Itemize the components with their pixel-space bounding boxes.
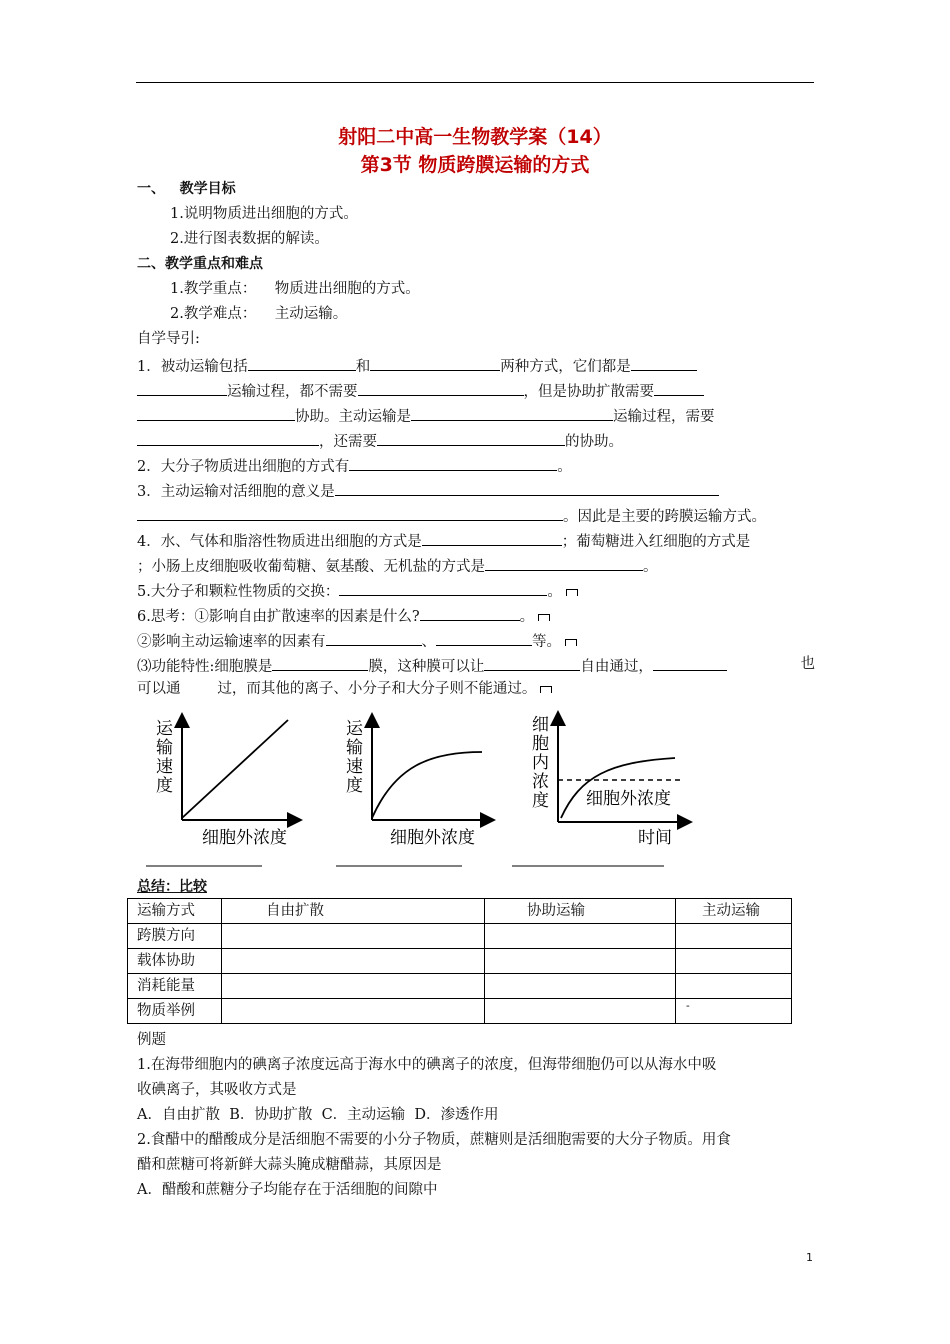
- curve-label: 细胞外浓度: [586, 789, 671, 809]
- y-label-char: 度: [156, 776, 173, 796]
- q7-text: 自由通过，: [580, 659, 653, 675]
- blank[interactable]: [137, 429, 319, 446]
- top-rule: [136, 82, 814, 83]
- y-label-char: 输: [156, 738, 173, 758]
- y-label-char: 胞: [532, 734, 549, 754]
- q2-text: 2．大分子物质进出细胞的方式有: [137, 459, 350, 475]
- blank[interactable]: [358, 379, 524, 396]
- question-4-line2: [137, 554, 658, 577]
- blank[interactable]: [137, 504, 563, 521]
- q2-text: 。: [557, 459, 572, 475]
- row-label: 物质举例: [128, 999, 222, 1024]
- example-1-options: A．自由扩散 B．协助扩散 C．主动运输 D．渗透作用: [137, 1107, 499, 1123]
- section1-num: 一、: [137, 181, 165, 197]
- q6b-text: 等。: [532, 634, 561, 650]
- lesson-title: 第3节 物质跨膜运输的方式: [360, 154, 590, 176]
- blank[interactable]: [631, 354, 697, 371]
- q4-text: 。: [643, 559, 658, 575]
- blank[interactable]: [272, 654, 368, 671]
- row-label: 跨膜方向: [128, 924, 222, 949]
- q7-text: 也: [800, 656, 815, 672]
- table-header-row: [128, 899, 792, 924]
- table-row: [128, 974, 792, 999]
- saturation-curve: [372, 752, 482, 818]
- q5-text: 5.大分子和颗粒性物质的交换：: [137, 584, 340, 600]
- table-cell[interactable]: [222, 949, 485, 974]
- row-label: 载体协助: [128, 949, 222, 974]
- y-label-char: 速: [346, 757, 363, 777]
- edit-mark: [565, 639, 577, 646]
- blank[interactable]: [335, 479, 719, 496]
- objective-item: 1.说明物质进出细胞的方式。: [170, 206, 358, 222]
- table-cell[interactable]: [222, 999, 485, 1024]
- table-row: [128, 949, 792, 974]
- q1-text: 1．被动运输包括: [137, 359, 248, 375]
- blank[interactable]: [370, 354, 500, 371]
- blank[interactable]: [326, 629, 422, 646]
- y-label-char: 度: [346, 776, 363, 796]
- question-4-line1: [137, 529, 750, 552]
- y-label-char: 细: [532, 715, 549, 735]
- section1-heading: [137, 179, 236, 199]
- example-2-option-a: A．醋酸和蔗糖分子均能存在于活细胞的间隙中: [137, 1182, 438, 1198]
- question-5: [137, 579, 578, 602]
- example-1-line2: 收碘离子，其吸收方式是: [137, 1082, 297, 1098]
- blank[interactable]: [653, 654, 727, 671]
- blank[interactable]: [422, 529, 562, 546]
- graph-active-transport: [532, 715, 685, 848]
- table-cell[interactable]: [676, 924, 792, 949]
- q1-text: ，还需要: [319, 434, 377, 450]
- table-cell[interactable]: [222, 974, 485, 999]
- q1-text: 运输过程，需要: [613, 409, 715, 425]
- objective-item: 2.进行图表数据的解读。: [170, 231, 329, 247]
- blank[interactable]: [411, 404, 613, 421]
- transport-graphs: [140, 706, 700, 876]
- question-2: [137, 454, 572, 477]
- table-cell[interactable]: [676, 974, 792, 999]
- section1-title: 教学目标: [179, 181, 236, 197]
- blank[interactable]: [485, 554, 643, 571]
- example-2-line2: 醋和蔗糖可将新鲜大蒜头腌成糖醋蒜，其原因是: [137, 1157, 442, 1173]
- blank[interactable]: [654, 379, 704, 396]
- q7-text: ⑶功能特性:细胞膜是: [137, 659, 273, 675]
- edit-mark: [566, 589, 578, 596]
- question-6b: [137, 629, 577, 652]
- y-label-char: 输: [346, 738, 363, 758]
- question-3-line1: [137, 479, 719, 502]
- blank[interactable]: [377, 429, 565, 446]
- y-label-char: 运: [156, 719, 173, 739]
- blank[interactable]: [484, 654, 580, 671]
- table-cell[interactable]: [485, 999, 676, 1024]
- section2-heading: 二、教学重点和难点: [137, 256, 263, 272]
- question-1-line3: [137, 404, 715, 427]
- linear-curve: [182, 720, 288, 818]
- table-cell[interactable]: [676, 949, 792, 974]
- q6b-text: ②影响主动运输速率的因素有: [137, 634, 326, 650]
- table-cell[interactable]: -: [676, 999, 792, 1024]
- x-label-time: 时间: [638, 828, 672, 848]
- page-title: 射阳二中高一生物教学案（14）: [338, 126, 612, 148]
- blank[interactable]: [436, 629, 532, 646]
- q1-text: 运输过程，都不需要: [227, 384, 358, 400]
- examples-label: 例题: [137, 1032, 166, 1048]
- q6b-text: 、: [421, 634, 436, 650]
- question-1-line2: [137, 379, 704, 402]
- q6-text: 6.思考：①影响自由扩散速率的因素是什么?: [137, 609, 420, 625]
- q6-text: 。: [519, 609, 535, 625]
- q1-text: 和: [355, 359, 371, 375]
- blank[interactable]: [339, 579, 547, 596]
- keypoint-item: 1.教学重点： 物质进出细胞的方式。: [170, 281, 420, 297]
- blank[interactable]: [137, 404, 295, 421]
- q3-text: 3．主动运输对活细胞的意义是: [137, 484, 335, 500]
- table-header: 自由扩散: [222, 899, 485, 924]
- q7-text: 可以通 过，而其他的离子、小分子和大分子则不能通过。: [137, 681, 537, 697]
- graph-free-diffusion: [156, 719, 295, 848]
- page-number: 1: [806, 1251, 813, 1264]
- table-header: 主动运输: [676, 899, 792, 924]
- row-label: 消耗能量: [128, 974, 222, 999]
- table-header: 运输方式: [128, 899, 222, 924]
- q7-text: 膜，这种膜可以让: [368, 659, 485, 675]
- x-label: 细胞外浓度: [390, 828, 475, 848]
- table-row: [128, 924, 792, 949]
- example-2-line1: 2.食醋中的醋酸成分是活细胞不需要的小分子物质，蔗糖则是活细胞需要的大分子物质。用食: [137, 1132, 731, 1148]
- q4-text: 4．水、气体和脂溶性物质进出细胞的方式是: [137, 534, 422, 550]
- edit-mark: [540, 686, 552, 693]
- question-3-line2: [137, 504, 766, 527]
- x-label: 细胞外浓度: [202, 828, 287, 848]
- q1-text: 协助。主动运输是: [295, 409, 411, 425]
- question-7-line2: [137, 679, 552, 699]
- question-1-line4: [137, 429, 623, 452]
- table-cell[interactable]: [485, 924, 676, 949]
- y-label-char: 速: [156, 757, 173, 777]
- example-1-line1: 1.在海带细胞内的碘离子浓度远高于海水中的碘离子的浓度，但海带细胞仍可以从海水中吸: [137, 1057, 717, 1073]
- table-cell[interactable]: [222, 924, 485, 949]
- y-label-char: 内: [532, 753, 549, 773]
- q1-text: 的协助。: [565, 434, 623, 450]
- q5-text: 。: [547, 584, 562, 600]
- blank[interactable]: [420, 604, 520, 621]
- question-1-line1: [137, 354, 697, 377]
- q3-text: 。因此是主要的跨膜运输方式。: [563, 509, 766, 525]
- difficulty-item: 2.教学难点： 主动运输。: [170, 306, 348, 322]
- question-7-line1: [137, 654, 815, 677]
- summary-heading: 总结：比较: [137, 879, 207, 895]
- blank[interactable]: [248, 354, 356, 371]
- uptake-curve: [561, 758, 675, 818]
- blank[interactable]: [137, 379, 227, 396]
- table-row: [128, 999, 792, 1024]
- table-cell[interactable]: [485, 974, 676, 999]
- table-cell[interactable]: [485, 949, 676, 974]
- y-label-char: 浓: [532, 772, 549, 792]
- graph-facilitated-diffusion: [346, 719, 488, 848]
- q1-text: ，但是协助扩散需要: [523, 384, 654, 400]
- blank[interactable]: [349, 454, 557, 471]
- q4-text: ；葡萄糖进入红细胞的方式是: [561, 534, 751, 550]
- q1-text: 两种方式，它们都是: [500, 359, 631, 375]
- y-label-char: 运: [346, 719, 363, 739]
- question-6: [137, 604, 550, 627]
- table-header: 协助运输: [485, 899, 676, 924]
- guide-label: 自学导引:: [137, 331, 200, 347]
- y-label-char: 度: [532, 791, 549, 811]
- edit-mark: [538, 614, 550, 621]
- comparison-table: [127, 898, 792, 1024]
- q4-text: ；小肠上皮细胞吸收葡萄糖、氨基酸、无机盐的方式是: [137, 559, 485, 575]
